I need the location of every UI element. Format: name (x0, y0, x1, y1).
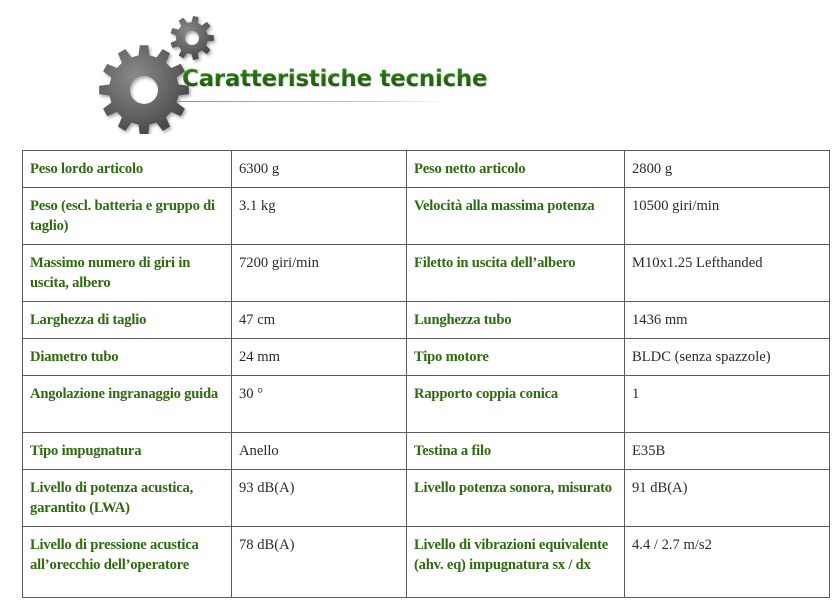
table-row (23, 245, 830, 302)
spec-label: Angolazione ingranaggio guida (23, 376, 232, 433)
table-row (23, 470, 830, 527)
spec-value: 93 dB(A) (232, 470, 407, 527)
spec-label: Peso netto articolo (407, 151, 625, 188)
spec-value: 1 (625, 376, 830, 433)
section-header (0, 0, 836, 140)
spec-label: Massimo numero di giri in uscita, albero (23, 245, 232, 302)
spec-value: 7200 giri/min (232, 245, 407, 302)
title-underline (178, 101, 450, 102)
spec-value: 47 cm (232, 302, 407, 339)
spec-label: Peso lordo articolo (23, 151, 232, 188)
spec-value: E35B (625, 433, 830, 470)
spec-value: 24 mm (232, 339, 407, 376)
table-row (23, 302, 830, 339)
spec-label: Lunghezza tubo (407, 302, 625, 339)
spec-label: Tipo impugnatura (23, 433, 232, 470)
page-title: Caratteristiche tecniche (182, 66, 488, 92)
table-row (23, 339, 830, 376)
spec-label: Livello di pressione acustica all’orecchio dell’operatore (23, 527, 232, 598)
spec-label: Tipo motore (407, 339, 625, 376)
spec-value: 30 ° (232, 376, 407, 433)
spec-value: Anello (232, 433, 407, 470)
spec-value: 6300 g (232, 151, 407, 188)
spec-label: Larghezza di taglio (23, 302, 232, 339)
spec-label: Filetto in uscita dell’albero (407, 245, 625, 302)
spec-label: Testina a filo (407, 433, 625, 470)
spec-value: M10x1.25 Lefthanded (625, 245, 830, 302)
big-gear-shape (99, 45, 189, 134)
spec-label: Velocità alla massima potenza (407, 188, 625, 245)
spec-value: 91 dB(A) (625, 470, 830, 527)
table-row (23, 151, 830, 188)
spec-value: 2800 g (625, 151, 830, 188)
spec-value: BLDC (senza spazzole) (625, 339, 830, 376)
small-gear-shape (171, 16, 214, 60)
spec-value: 3.1 kg (232, 188, 407, 245)
table-row (23, 376, 830, 433)
table-row (23, 188, 830, 245)
spec-label: Diametro tubo (23, 339, 232, 376)
spec-label: Livello di vibrazioni equivalente (ahv. eq) impugnatura sx / dx (407, 527, 625, 598)
spec-value: 1436 mm (625, 302, 830, 339)
specs-table (22, 150, 830, 598)
spec-value: 78 dB(A) (232, 527, 407, 598)
spec-label: Peso (escl. batteria e gruppo di taglio) (23, 188, 232, 245)
table-row (23, 433, 830, 470)
spec-value: 4.4 / 2.7 m/s2 (625, 527, 830, 598)
spec-label: Rapporto coppia conica (407, 376, 625, 433)
spec-value: 10500 giri/min (625, 188, 830, 245)
table-row (23, 527, 830, 598)
spec-label: Livello potenza sonora, misurato (407, 470, 625, 527)
spec-label: Livello di potenza acustica, garantito (LWA) (23, 470, 232, 527)
